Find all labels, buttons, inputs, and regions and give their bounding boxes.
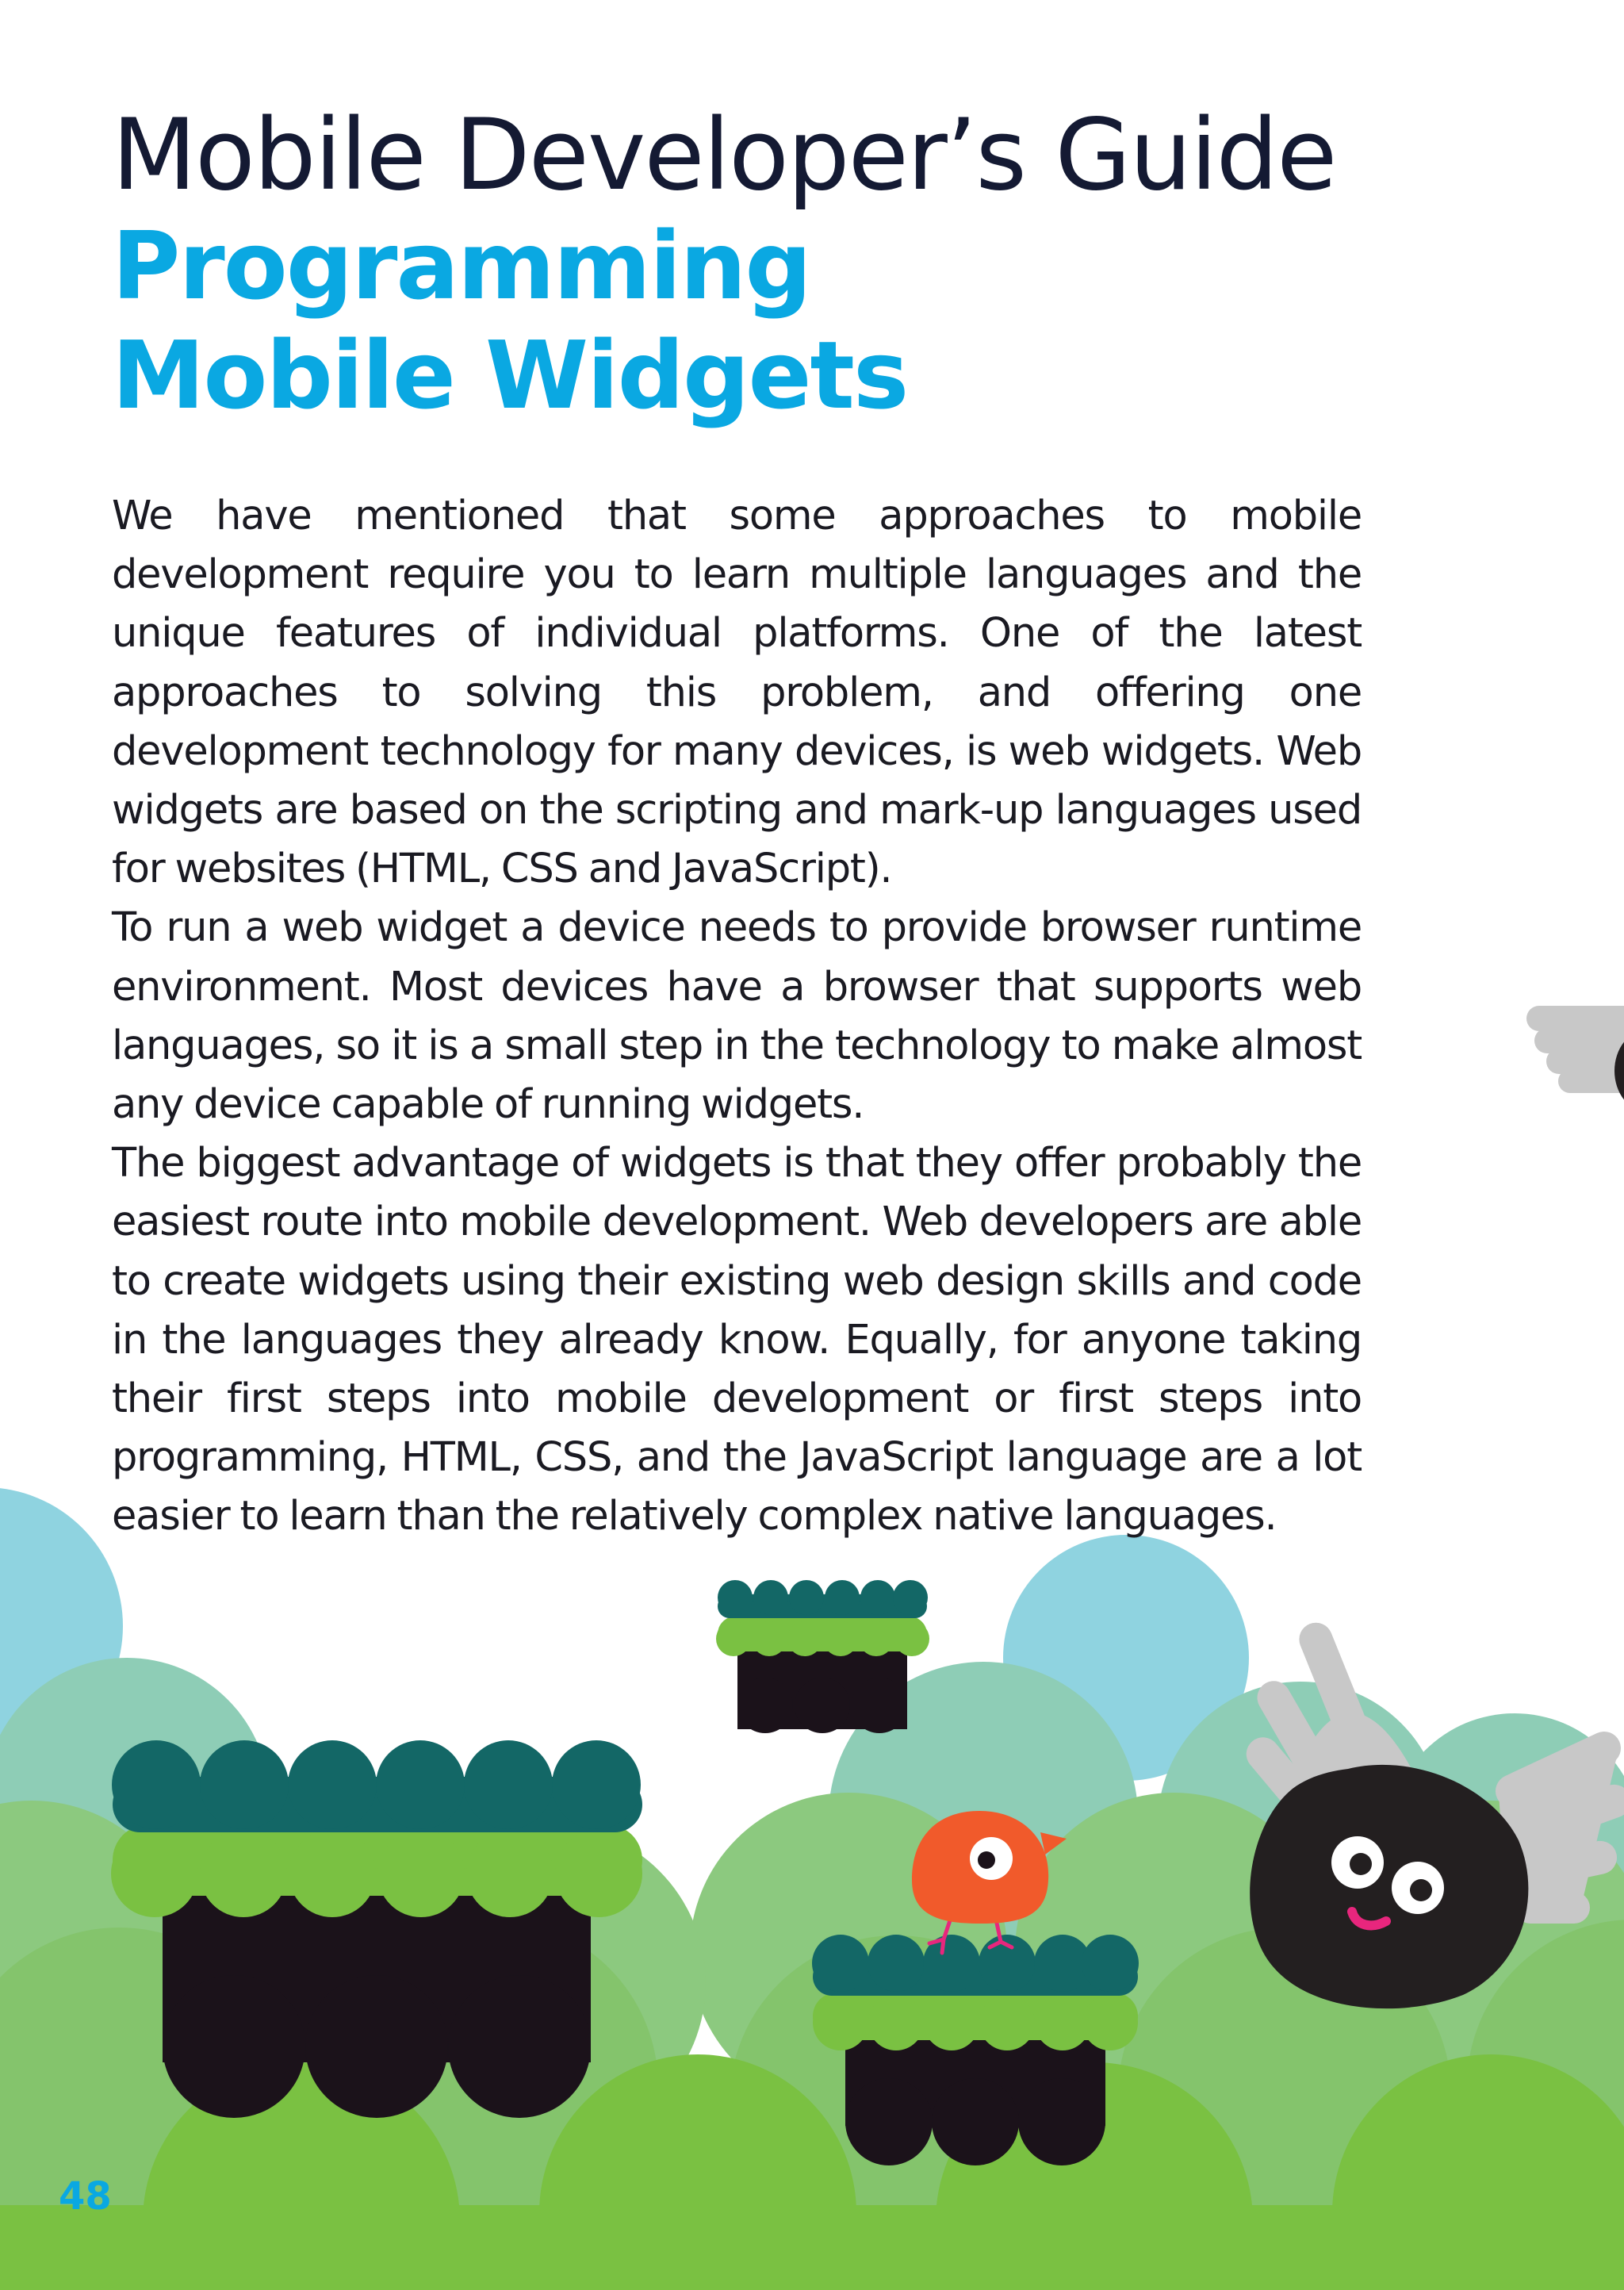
creature-body bbox=[1250, 1765, 1528, 2008]
bird-platform bbox=[812, 1935, 1139, 2165]
paragraph: We have mentioned that some approaches to mobile development require you to learn multiple languages and the unique features of individual platforms. One of the latest approaches to solving this problem, and offering one development technology for many devices, is web widgets. Web widgets are based on the scripting and mark-up languages used for websites (HTML, CSS and JavaScript). bbox=[112, 493, 1362, 893]
body-text bbox=[112, 487, 1362, 1547]
large-platform bbox=[111, 1740, 642, 2118]
title-block bbox=[112, 100, 1381, 430]
paragraph: To run a web widget a device needs to provide browser runtime environment. Most devices have a browser that supports web languages, so it is a small step in the technology to make almost any device capable of running widgets. bbox=[112, 904, 1362, 1129]
book-title: Mobile Developer’s Guide bbox=[112, 98, 1336, 213]
partial-creature-wing bbox=[1526, 1006, 1624, 1093]
small-floating-platform bbox=[716, 1580, 929, 1733]
page-number: 48 bbox=[59, 2174, 112, 2219]
chapter-title: Programming Mobile Widgets bbox=[112, 211, 908, 430]
partial-flying-creature bbox=[1526, 1006, 1624, 1112]
paragraph: The biggest advantage of widgets is that they offer probably the easiest route into mobile development. Web developers are able to create widgets using their existing web design skills and code in the languages they already know. Equally, for anyone taking their first steps into mobile development or first steps into programming, HTML, CSS, and the JavaScript language are a lot easier to learn than the relatively complex native languages. bbox=[112, 1140, 1362, 1540]
